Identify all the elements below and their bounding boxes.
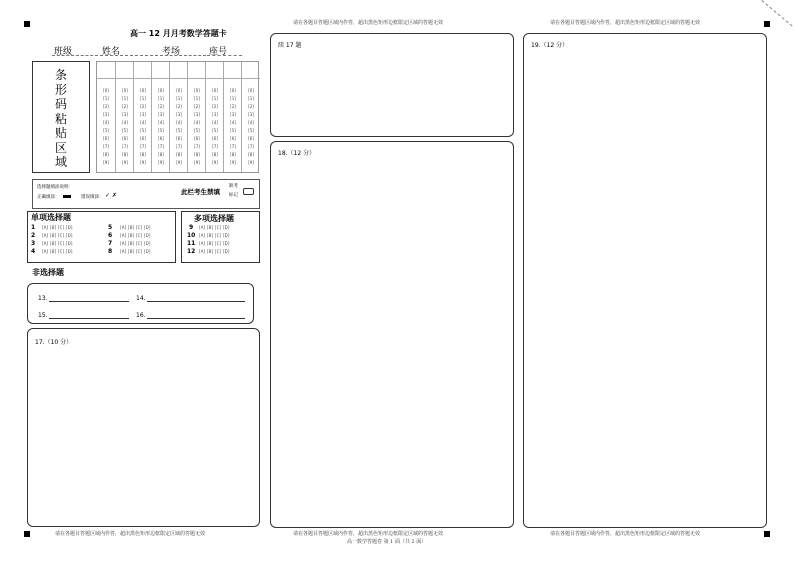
digit-bubble[interactable]: [6]: [176, 136, 182, 141]
digit-bubble[interactable]: [8]: [176, 152, 182, 157]
digit-bubble[interactable]: [3]: [230, 112, 236, 117]
digit-bubble[interactable]: [5]: [158, 128, 164, 133]
digit-bubble[interactable]: [5]: [140, 128, 146, 133]
boundary-notice: 请在各题目答题区域内作答，超出黑色矩形边框限定区域的答题无效: [293, 531, 444, 537]
digit-bubble[interactable]: [9]: [103, 160, 109, 165]
exam-number-column: [115, 62, 134, 172]
digit-bubble[interactable]: [1]: [122, 96, 128, 101]
exam-number-column: [187, 62, 206, 172]
digit-bubble[interactable]: [9]: [176, 160, 182, 165]
digit-bubble[interactable]: [2]: [212, 104, 218, 109]
answer-area-q17-continued[interactable]: [270, 33, 514, 137]
q19-label: 19.（12 分）: [531, 42, 569, 49]
digit-bubble[interactable]: [5]: [122, 128, 128, 133]
digit-bubble[interactable]: [8]: [194, 152, 200, 157]
digit-bubble[interactable]: [7]: [176, 144, 182, 149]
digit-bubble[interactable]: [7]: [122, 144, 128, 149]
digit-bubble[interactable]: [3]: [194, 112, 200, 117]
digit-bubble[interactable]: [5]: [103, 128, 109, 133]
field-room-label: 考场: [162, 47, 181, 57]
q18-label: 18.（12 分）: [278, 150, 316, 157]
boundary-notice: 请在各题目答题区域内作答，超出黑色矩形边框限定区域的答题无效: [55, 531, 206, 537]
q17-label: 17.（10 分）: [35, 339, 73, 346]
exam-number-write-cell[interactable]: [170, 62, 188, 79]
exam-number-write-cell[interactable]: [152, 62, 170, 79]
digit-bubble[interactable]: [4]: [122, 120, 128, 125]
barcode-label: 条 形 码 粘 贴 区 域: [54, 68, 67, 169]
single-choice-heading: 单项选择题: [31, 213, 71, 222]
options-q11[interactable]: [A] [B] [C] [D]: [199, 241, 230, 246]
blank-13[interactable]: 13.: [38, 295, 129, 302]
exam-number-write-cell[interactable]: [242, 62, 260, 79]
digit-bubble[interactable]: [8]: [103, 152, 109, 157]
multi-choice-box: 多项选择题 9 [A] [B] [C] [D] 10 [A] [B] [C] [D] 11 [A] [B] [C] [D] 12 [A] [B] [C] [D]: [181, 211, 260, 263]
options-q1[interactable]: [A] [B] [C] [D]: [42, 225, 73, 230]
boundary-notice: 请在各题目答题区域内作答，超出黑色矩形边框限定区域的答题无效: [550, 20, 701, 26]
digit-bubble[interactable]: [0]: [140, 88, 146, 93]
options-q6[interactable]: [A] [B] [C] [D]: [120, 233, 151, 238]
options-q4[interactable]: [A] [B] [C] [D]: [42, 249, 73, 254]
digit-bubble[interactable]: [0]: [122, 88, 128, 93]
field-class-label: 班级: [54, 47, 73, 57]
digit-bubble[interactable]: [1]: [176, 96, 182, 101]
digit-bubble[interactable]: [6]: [194, 136, 200, 141]
exam-number-write-cell[interactable]: [188, 62, 206, 79]
q17-cont-label: 续 17 题: [278, 42, 302, 49]
digit-bubble[interactable]: [9]: [158, 160, 164, 165]
digit-bubble[interactable]: [2]: [158, 104, 164, 109]
exam-number-column: [97, 62, 115, 172]
multi-choice-heading: 多项选择题: [194, 214, 234, 223]
digit-bubble[interactable]: [5]: [212, 128, 218, 133]
digit-bubble[interactable]: [5]: [230, 128, 236, 133]
digit-bubble[interactable]: [1]: [212, 96, 218, 101]
exam-number-column: [169, 62, 188, 172]
digit-bubble[interactable]: [1]: [194, 96, 200, 101]
digit-bubble[interactable]: [2]: [122, 104, 128, 109]
digit-bubble[interactable]: [2]: [140, 104, 146, 109]
digit-bubble[interactable]: [4]: [212, 120, 218, 125]
digit-bubble[interactable]: [3]: [212, 112, 218, 117]
digit-bubble[interactable]: [7]: [248, 144, 254, 149]
barcode-area: [32, 61, 90, 173]
blank-14[interactable]: 14.: [136, 295, 245, 302]
exam-number-column: [241, 62, 260, 172]
digit-bubble[interactable]: [7]: [230, 144, 236, 149]
digit-bubble[interactable]: [4]: [248, 120, 254, 125]
digit-bubble[interactable]: [4]: [140, 120, 146, 125]
digit-bubble[interactable]: [4]: [194, 120, 200, 125]
page-footer: 高一数学答题卷 第 1 面（共 2 面）: [347, 539, 427, 545]
blank-16[interactable]: 16.: [136, 312, 245, 319]
fill-blank-box: [27, 283, 254, 324]
digit-bubble[interactable]: [9]: [248, 160, 254, 165]
blank-15[interactable]: 15.: [38, 312, 129, 319]
digit-bubble[interactable]: [3]: [103, 112, 109, 117]
options-q9[interactable]: [A] [B] [C] [D]: [199, 225, 230, 230]
single-choice-box: 1 [A] [B] [C] [D] 2 [A] [B] [C] [D] 3 [A] [B] [C] [D] 4 [A] [B] [C] [D] 5 [A] [B] [C] [D] 6 [A] [B] [C] [D] 7 [A] [B] [C] [D] 8 [A] [B] [C] [D]: [27, 211, 176, 263]
digit-bubble[interactable]: [1]: [103, 96, 109, 101]
digit-bubble[interactable]: [1]: [248, 96, 254, 101]
digit-bubble[interactable]: [9]: [194, 160, 200, 165]
digit-bubble[interactable]: [6]: [248, 136, 254, 141]
digit-bubble[interactable]: [8]: [248, 152, 254, 157]
digit-bubble[interactable]: [0]: [158, 88, 164, 93]
boundary-notice: 请在各题目答题区域内作答，超出黑色矩形边框限定区域的答题无效: [550, 531, 701, 537]
digit-bubble[interactable]: [4]: [230, 120, 236, 125]
digit-bubble[interactable]: [4]: [176, 120, 182, 125]
digit-bubble[interactable]: [8]: [230, 152, 236, 157]
correct-fill-sample: [63, 195, 71, 198]
registration-mark: [24, 21, 30, 27]
digit-bubble[interactable]: [2]: [176, 104, 182, 109]
options-q12[interactable]: [A] [B] [C] [D]: [199, 249, 230, 254]
digit-bubble[interactable]: [3]: [140, 112, 146, 117]
options-q3[interactable]: [A] [B] [C] [D]: [42, 241, 73, 246]
digit-bubble[interactable]: [2]: [103, 104, 109, 109]
exam-number-write-cell[interactable]: [206, 62, 224, 79]
wrong-fill-samples: ✓ ✗: [105, 192, 117, 199]
options-q8[interactable]: [A] [B] [C] [D]: [120, 249, 151, 254]
digit-bubble[interactable]: [8]: [140, 152, 146, 157]
digit-bubble[interactable]: [3]: [248, 112, 254, 117]
digit-bubble[interactable]: [6]: [140, 136, 146, 141]
digit-bubble[interactable]: [0]: [248, 88, 254, 93]
digit-bubble[interactable]: [9]: [140, 160, 146, 165]
answer-area-q18[interactable]: [270, 141, 514, 528]
registration-mark: [764, 531, 770, 537]
digit-bubble[interactable]: [1]: [158, 96, 164, 101]
registration-mark: [764, 21, 770, 27]
digit-bubble[interactable]: [5]: [194, 128, 200, 133]
digit-bubble[interactable]: [0]: [176, 88, 182, 93]
options-q10[interactable]: [A] [B] [C] [D]: [199, 233, 230, 238]
exam-number-grid: [96, 61, 259, 173]
digit-bubble[interactable]: [8]: [212, 152, 218, 157]
boundary-notice: 请在各题目答题区域内作答，超出黑色矩形边框限定区域的答题无效: [293, 20, 444, 26]
digit-bubble[interactable]: [6]: [212, 136, 218, 141]
exam-number-write-cell[interactable]: [116, 62, 134, 79]
digit-bubble[interactable]: [7]: [140, 144, 146, 149]
digit-bubble[interactable]: [9]: [230, 160, 236, 165]
digit-bubble[interactable]: [6]: [103, 136, 109, 141]
options-q2[interactable]: [A] [B] [C] [D]: [42, 233, 73, 238]
digit-bubble[interactable]: [0]: [103, 88, 109, 93]
digit-bubble[interactable]: [8]: [122, 152, 128, 157]
options-q5[interactable]: [A] [B] [C] [D]: [120, 225, 151, 230]
exam-number-column: [133, 62, 152, 172]
digit-bubble[interactable]: [3]: [158, 112, 164, 117]
digit-bubble[interactable]: [9]: [122, 160, 128, 165]
digit-bubble[interactable]: [8]: [158, 152, 164, 157]
exam-number-column: [151, 62, 170, 172]
exam-number-write-cell[interactable]: [97, 62, 115, 79]
fill-instructions: 选择题填涂说明： 正确填涂： 错误填涂： ✓ ✗ 此栏考生禁填 缺考 标记: [32, 179, 260, 209]
answer-area-q17[interactable]: [27, 328, 260, 527]
options-q7[interactable]: [A] [B] [C] [D]: [120, 241, 151, 246]
absent-mark-box[interactable]: [243, 188, 254, 195]
field-seat-label: 座号: [209, 47, 228, 57]
exam-number-write-cell[interactable]: [134, 62, 152, 79]
digit-bubble[interactable]: [2]: [194, 104, 200, 109]
exam-number-column: [223, 62, 242, 172]
digit-bubble[interactable]: [5]: [248, 128, 254, 133]
digit-bubble[interactable]: [0]: [212, 88, 218, 93]
exam-number-column: [205, 62, 224, 172]
field-name-label: 姓名: [102, 47, 121, 57]
digit-bubble[interactable]: [0]: [230, 88, 236, 93]
digit-bubble[interactable]: [2]: [248, 104, 254, 109]
digit-bubble[interactable]: [6]: [158, 136, 164, 141]
digit-bubble[interactable]: [0]: [194, 88, 200, 93]
answer-area-q19[interactable]: [523, 33, 767, 528]
digit-bubble[interactable]: [7]: [212, 144, 218, 149]
digit-bubble[interactable]: [1]: [140, 96, 146, 101]
digit-bubble[interactable]: [7]: [158, 144, 164, 149]
digit-bubble[interactable]: [5]: [176, 128, 182, 133]
page-title: 高一 12 月月考数学答题卡: [130, 29, 227, 38]
digit-bubble[interactable]: [6]: [230, 136, 236, 141]
absent-notice: 此栏考生禁填: [181, 188, 220, 196]
digit-bubble[interactable]: [4]: [103, 120, 109, 125]
registration-mark: [24, 531, 30, 537]
digit-bubble[interactable]: [2]: [230, 104, 236, 109]
digit-bubble[interactable]: [7]: [103, 144, 109, 149]
digit-bubble[interactable]: [3]: [176, 112, 182, 117]
digit-bubble[interactable]: [6]: [122, 136, 128, 141]
non-choice-heading: 非选择题: [32, 268, 64, 277]
digit-bubble[interactable]: [7]: [194, 144, 200, 149]
digit-bubble[interactable]: [9]: [212, 160, 218, 165]
digit-bubble[interactable]: [1]: [230, 96, 236, 101]
exam-number-write-cell[interactable]: [224, 62, 242, 79]
digit-bubble[interactable]: [4]: [158, 120, 164, 125]
digit-bubble[interactable]: [3]: [122, 112, 128, 117]
